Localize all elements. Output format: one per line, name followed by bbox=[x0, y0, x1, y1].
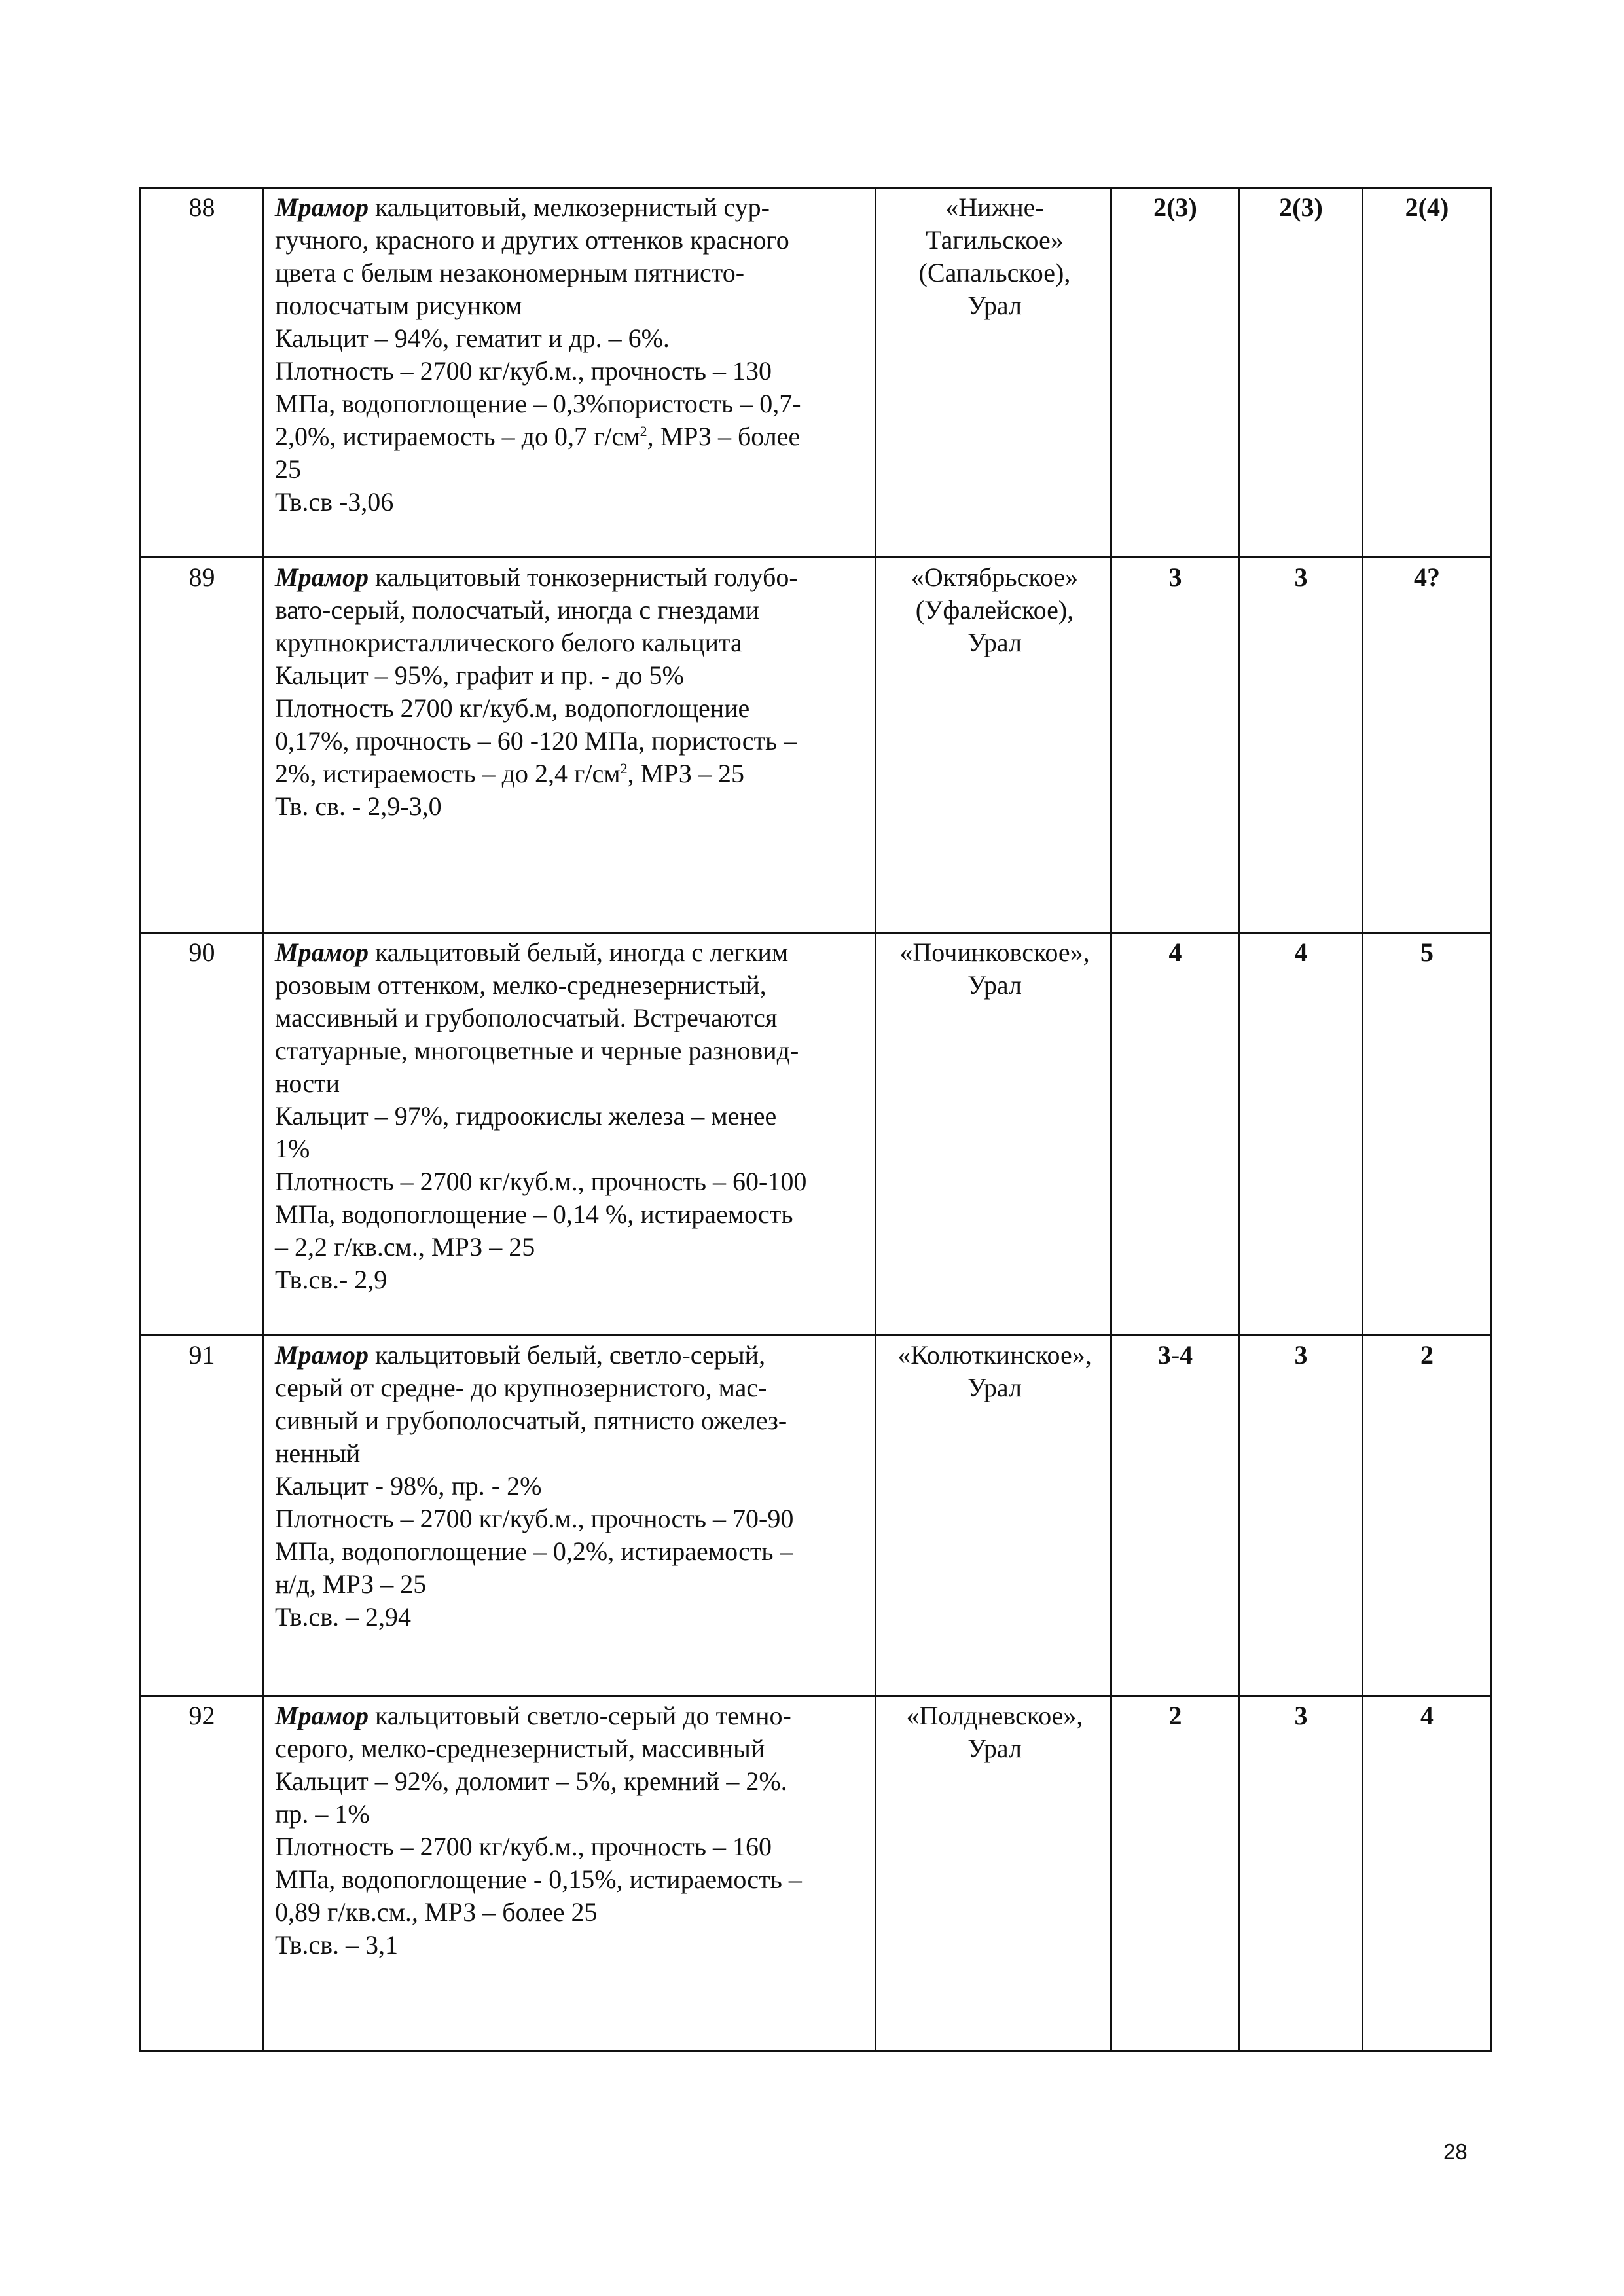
description-line: полосчатым рисунком bbox=[275, 291, 522, 320]
grade-2: 3 bbox=[1240, 558, 1363, 933]
description-line: Тв. св. - 2,9-3,0 bbox=[275, 792, 442, 821]
description-line: Кальцит – 94%, гематит и др. – 6%. bbox=[275, 323, 670, 353]
stone-term: Мрамор bbox=[275, 938, 369, 967]
description-line: кальцитовый светло-серый до темно- bbox=[374, 1701, 791, 1730]
description-line: ности bbox=[275, 1068, 340, 1098]
deposit-name: «Колюткинское», Урал bbox=[876, 1336, 1111, 1696]
description-line: розовым оттенком, мелко-среднезернистый, bbox=[275, 970, 767, 1000]
grade-1: 3 bbox=[1111, 558, 1240, 933]
description-line: серый от средне- до крупнозернистого, мас- bbox=[275, 1373, 767, 1402]
stone-term: Мрамор bbox=[275, 1340, 369, 1370]
description-line: массивный и грубополосчатый. Встречаются bbox=[275, 1003, 778, 1032]
description-line: кальцитовый белый, иногда с легким bbox=[374, 938, 789, 967]
row-number: 88 bbox=[141, 188, 264, 558]
stone-description bbox=[264, 1696, 876, 2052]
table-row bbox=[141, 933, 1492, 1336]
description-line: Плотность – 2700 кг/куб.м., прочность – 70-90 bbox=[275, 1504, 794, 1533]
grade-1: 3-4 bbox=[1111, 1336, 1240, 1696]
description-line: Кальцит – 95%, графит и пр. - до 5% bbox=[275, 661, 684, 690]
description-line: Плотность – 2700 кг/куб.м., прочность – 160 bbox=[275, 1832, 772, 1861]
description-line: 2%, истираемость – до 2,4 $г/см^2$, МРЗ – 25 bbox=[275, 759, 744, 788]
row-number: 92 bbox=[141, 1696, 264, 2052]
description-line: 1% bbox=[275, 1134, 310, 1163]
table-row bbox=[141, 1336, 1492, 1696]
description-line: цвета с белым незакономерным пятнисто- bbox=[275, 258, 745, 287]
grade-2: 2(3) bbox=[1240, 188, 1363, 558]
description-line: кальцитовый, мелкозернистый сур- bbox=[374, 192, 770, 222]
row-number: 91 bbox=[141, 1336, 264, 1696]
grade-2: 4 bbox=[1240, 933, 1363, 1336]
description-line: – 2,2 г/кв.см., МРЗ – 25 bbox=[275, 1232, 535, 1262]
stone-term: Мрамор bbox=[275, 1701, 369, 1730]
grade-1: 2(3) bbox=[1111, 188, 1240, 558]
deposit-name: «Починковское», Урал bbox=[876, 933, 1111, 1336]
description-line: Тв.св. – 3,1 bbox=[275, 1930, 398, 1959]
description-line: серого, мелко-среднезернистый, массивный bbox=[275, 1734, 765, 1763]
description-line: 0,17%, прочность – 60 -120 МПа, пористость – bbox=[275, 726, 797, 756]
grade-3: 2 bbox=[1363, 1336, 1492, 1696]
description-line: Кальцит – 92%, доломит – 5%, кремний – 2%. bbox=[275, 1766, 787, 1796]
stone-term: Мрамор bbox=[275, 192, 369, 222]
grade-3: 4 bbox=[1363, 1696, 1492, 2052]
description-line: ненный bbox=[275, 1438, 361, 1468]
description-line: кальцитовый белый, светло-серый, bbox=[374, 1340, 766, 1370]
deposit-name: «Нижне- Тагильское» (Сапальское), Урал bbox=[876, 188, 1111, 558]
stone-description bbox=[264, 1336, 876, 1696]
grade-2: 3 bbox=[1240, 1696, 1363, 2052]
grade-1: 4 bbox=[1111, 933, 1240, 1336]
description-line: МПа, водопоглощение – 0,14 %, истираемость bbox=[275, 1199, 793, 1229]
description-line: Тв.св.- 2,9 bbox=[275, 1265, 388, 1294]
description-line: МПа, водопоглощение - 0,15%, истираемость – bbox=[275, 1865, 802, 1894]
stone-term: Мрамор bbox=[275, 562, 369, 592]
description-line: 0,89 г/кв.см., МРЗ – более 25 bbox=[275, 1897, 598, 1927]
deposit-name: «Полдневское», Урал bbox=[876, 1696, 1111, 2052]
description-line: крупнокристаллического белого кальцита bbox=[275, 628, 742, 657]
description-line: вато-серый, полосчатый, иногда с гнездами bbox=[275, 595, 760, 625]
description-line: Тв.св -3,06 bbox=[275, 487, 394, 517]
description-line: пр. – 1% bbox=[275, 1799, 370, 1829]
grade-3: 5 bbox=[1363, 933, 1492, 1336]
grade-3: 2(4) bbox=[1363, 188, 1492, 558]
description-line: МПа, водопоглощение – 0,2%, истираемость – bbox=[275, 1537, 793, 1566]
description-line: статуарные, многоцветные и черные разновид- bbox=[275, 1036, 799, 1065]
grade-3: 4? bbox=[1363, 558, 1492, 933]
table-row bbox=[141, 1696, 1492, 2052]
description-line: Тв.св. – 2,94 bbox=[275, 1602, 411, 1631]
description-line: Кальцит – 97%, гидроокислы железа – менее bbox=[275, 1101, 777, 1131]
deposits-table bbox=[139, 187, 1492, 2052]
row-number: 90 bbox=[141, 933, 264, 1336]
description-line: МПа, водопоглощение – 0,3%пористость – 0,7- bbox=[275, 389, 801, 418]
description-line: Кальцит - 98%, пр. - 2% bbox=[275, 1471, 542, 1501]
stone-description bbox=[264, 558, 876, 933]
description-line: Плотность – 2700 кг/куб.м., прочность – 60-100 bbox=[275, 1167, 807, 1196]
table-row bbox=[141, 188, 1492, 558]
description-line: сивный и грубополосчатый, пятнисто ожелез- bbox=[275, 1406, 787, 1435]
description-line: 2,0%, истираемость – до 0,7 $г/см^2$, МРЗ – более bbox=[275, 422, 801, 451]
grade-2: 3 bbox=[1240, 1336, 1363, 1696]
description-line: 25 bbox=[275, 454, 301, 484]
description-line: Плотность 2700 кг/куб.м, водопоглощение bbox=[275, 693, 750, 723]
description-line: кальцитовый тонкозернистый голубо- bbox=[374, 562, 798, 592]
table-row bbox=[141, 558, 1492, 933]
page-number: 28 bbox=[1443, 2140, 1468, 2164]
stone-description bbox=[264, 188, 876, 558]
description-line: н/д, МРЗ – 25 bbox=[275, 1569, 427, 1599]
description-line: Плотность – 2700 кг/куб.м., прочность – 130 bbox=[275, 356, 772, 386]
deposit-name: «Октябрьское» (Уфалейское), Урал bbox=[876, 558, 1111, 933]
stone-description bbox=[264, 933, 876, 1336]
description-line: гучного, красного и других оттенков красного bbox=[275, 225, 789, 255]
grade-1: 2 bbox=[1111, 1696, 1240, 2052]
row-number: 89 bbox=[141, 558, 264, 933]
